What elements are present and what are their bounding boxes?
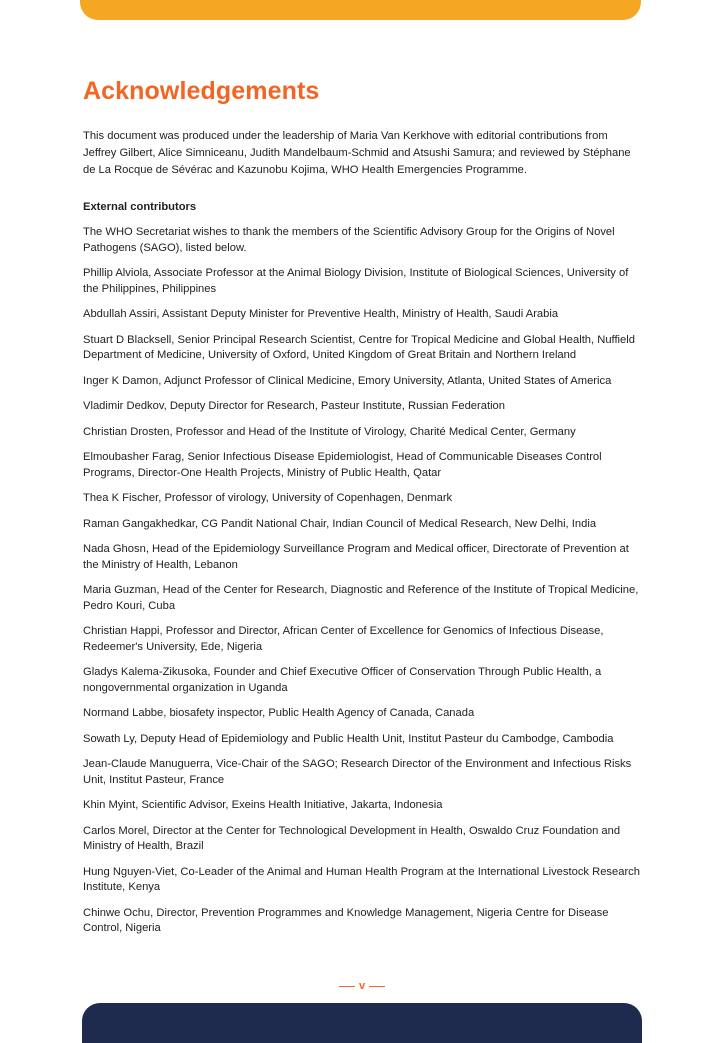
contributor-detail: , Founder and Chief Executive Officer of Conservation Through Public Health, a nongovernmental organization in Uganda (83, 666, 602, 694)
contributor-detail: , biosafety inspector, Public Health Agency of Canada, Canada (163, 707, 475, 719)
contributor-detail: , Senior Principal Research Scientist, Centre for Tropical Medicine and Global Health, Nuffield Department of Medicine, University of Oxford, United Kingdom of Great Britain and Northern Ireland (83, 333, 635, 361)
contributor-detail: , Head of the Center for Research, Diagnostic and Reference of the Institute of Tropical Medicine, Pedro Kouri, Cuba (83, 584, 639, 612)
page-content (83, 74, 641, 937)
contributor-detail: , Director, Prevention Programmes and Knowledge Management, Nigeria Centre for Disease Control, Nigeria (83, 906, 609, 934)
contributor-entry (83, 266, 641, 297)
contributor-name: Normand Labbe (83, 707, 164, 719)
contributor-detail: , Deputy Director for Research, Pasteur Institute, Russian Federation (163, 400, 505, 412)
page-number-dash-right (369, 986, 385, 987)
contributor-entry (83, 732, 641, 748)
contributor-detail: , Director at the Center for Technological Development in Health, Oswaldo Cruz Foundation and Ministry of Health, Brazil (83, 824, 621, 852)
contributor-name: Hung Nguyen-Viet (83, 865, 175, 878)
contributor-name: Vladimir Dedkov (83, 400, 164, 412)
contributor-name: Carlos Morel (83, 824, 147, 837)
contributor-detail: , Professor and Director, African Center of Excellence for Genomics of Infectious Disease, Redeemer's University, Ede, Nigeria (83, 625, 604, 653)
contributor-entry (83, 425, 641, 441)
contributor-entry (83, 374, 641, 390)
contributor-name: Elmoubasher Farag (83, 451, 182, 463)
contributor-entry (83, 665, 641, 696)
contributor-entry (83, 798, 641, 814)
contributor-entry (83, 824, 641, 855)
contributor-name: Maria Guzman (83, 584, 157, 596)
contributor-entry (83, 865, 641, 896)
contributor-entry (83, 542, 641, 573)
contributor-name: Christian Drosten (83, 425, 170, 438)
contributor-name: Sowath Ly (83, 732, 134, 745)
contributor-detail: , Scientific Advisor, Exeins Health Initiative, Jakarta, Indonesia (135, 799, 443, 811)
contributor-detail: , Associate Professor at the Animal Biology Division, Institute of Biological Sciences, University of the Philippines, Philippines (83, 267, 629, 295)
page-number (0, 979, 724, 993)
contributor-detail: , Head of the Epidemiology Surveillance Program and Medical officer, Directorate of Prevention at the Ministry of Health, Lebanon (83, 543, 629, 571)
contributor-entry (83, 399, 641, 415)
contributor-detail: , Vice-Chair of the SAGO; Research Director of the Environment and Infectious Risks Unit, Institut Pasteur, France (83, 758, 632, 786)
page-number-dash-left (339, 986, 355, 987)
contributor-name: Christian Happi (83, 625, 160, 637)
intro-paragraph: This document was produced under the leadership of Maria Van Kerkhove with editorial contributions from Jeffrey Gilbert, Alice Simniceanu, Judith Mandelbaum-Schmid and Atsushi Samura; and reviewed by Stéphane de La Rocque de Sévérac and Kazunobu Kojima, WHO Health Emergencies Programme. (83, 130, 631, 176)
contributor-name: Thea K Fischer (83, 492, 159, 504)
contributor-name: Jean-Claude Manuguerra (83, 758, 210, 770)
contributor-entry (83, 624, 641, 655)
contributor-name: Raman Gangakhedkar (83, 517, 195, 530)
contributor-entry (83, 450, 641, 481)
contributor-detail: , Adjunct Professor of Clinical Medicine, Emory University, Atlanta, United States of America (158, 374, 612, 387)
external-contributors-intro: The WHO Secretariat wishes to thank the members of the Scientific Advisory Group for the Origins of Novel Pathogens (SAGO), listed below. (83, 226, 615, 254)
page-title: Acknowledgements (83, 77, 320, 105)
contributor-detail: , Professor and Head of the Institute of Virology, Charité Medical Center, Germany (169, 425, 576, 438)
page-number-text: v (358, 980, 366, 992)
contributor-entry (83, 517, 641, 533)
contributor-entry (83, 706, 641, 722)
contributors-list (83, 266, 641, 937)
contributor-entry (83, 307, 641, 323)
contributor-entry (83, 333, 641, 364)
external-contributors-heading: External contributors (83, 201, 197, 213)
contributor-name: Khin Myint (83, 799, 136, 811)
contributor-detail: , Assistant Deputy Minister for Preventive Health, Ministry of Health, Saudi Arabia (156, 308, 559, 320)
contributor-name: Abdullah Assiri (83, 308, 157, 320)
contributor-detail: , Senior Infectious Disease Epidemiologist, Head of Communicable Diseases Control Programs, Director-One Health Projects, Ministry of Public Health, Qatar (83, 451, 602, 479)
top-decorative-bar (80, 0, 641, 20)
contributor-name: Inger K Damon (83, 374, 159, 387)
contributor-name: Nada Ghosn (83, 543, 146, 555)
contributor-detail: , Deputy Head of Epidemiology and Public Health Unit, Institut Pasteur du Cambodge, Cambodia (134, 732, 614, 745)
contributor-detail: , Co-Leader of the Animal and Human Health Program at the International Livestock Research Institute, Kenya (83, 865, 640, 893)
contributor-entry (83, 491, 641, 507)
bottom-decorative-bar (82, 1003, 642, 1043)
contributor-name: Stuart D Blacksell (83, 333, 172, 346)
contributor-name: Gladys Kalema-Zikusoka (83, 666, 208, 678)
contributor-name: Chinwe Ochu (83, 906, 151, 919)
contributor-name: Phillip Alviola (83, 267, 149, 279)
contributor-entry (83, 757, 641, 788)
contributor-detail: , CG Pandit National Chair, Indian Council of Medical Research, New Delhi, India (194, 517, 597, 530)
contributor-detail: , Professor of virology, University of Copenhagen, Denmark (158, 492, 453, 504)
contributor-entry (83, 583, 641, 614)
contributor-entry (83, 906, 641, 937)
